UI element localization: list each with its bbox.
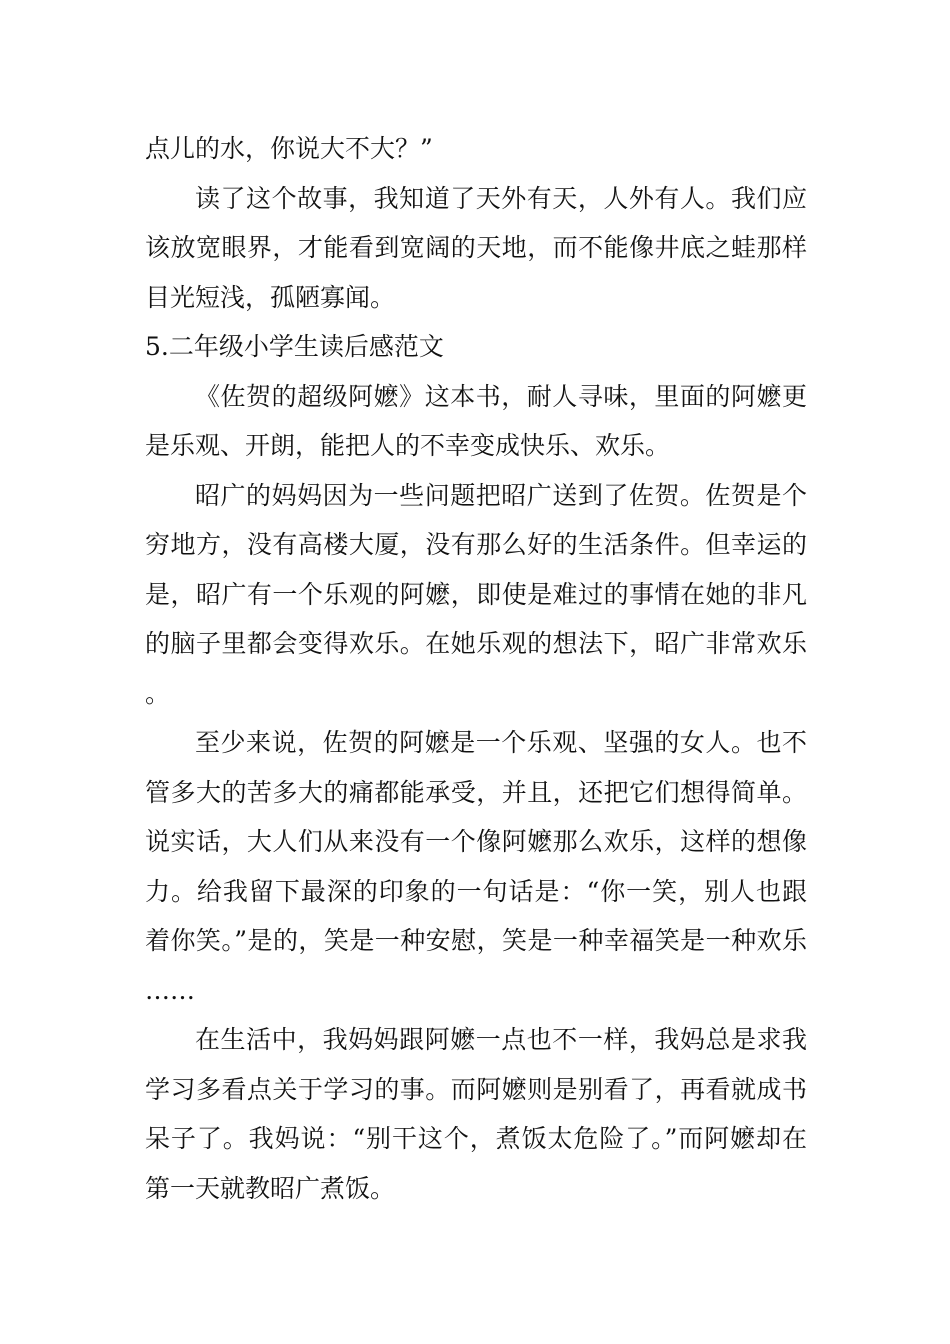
- paragraph-zhaoguang-saga: 昭广的妈妈因为一些问题把昭广送到了佐贺。佐贺是个穷地方，没有高楼大厦，没有那么好的生活条件。但幸运的是，昭广有一个乐观的阿嬷，即使是难过的事情在她的非凡的脑子里都会变得欢乐。在她乐观的想法下，昭广非常欢乐。: [145, 480, 807, 708]
- section-heading-5: 5.二年级小学生读后感范文: [145, 332, 444, 361]
- paragraph-continuation: 点儿的水，你说大不大？”: [145, 134, 433, 163]
- paragraph-story-reflection: 读了这个故事，我知道了天外有天，人外有人。我们应该放宽眼界，才能看到宽阔的天地，而不能像井底之蛙那样目光短浅，孤陋寡闻。: [145, 183, 807, 312]
- document-page: [145, 124, 807, 1213]
- paragraph-life-comparison: 在生活中，我妈妈跟阿嬷一点也不一样，我妈总是求我学习多看点关于学习的事。而阿嬷则是别看了，再看就成书呆子了。我妈说：“别干这个，煮饭太危险了。”而阿嬷却在第一天就教昭广煮饭。: [145, 1025, 807, 1203]
- paragraph-grandma-optimism: 至少来说，佐贺的阿嬷是一个乐观、坚强的女人。也不管多大的苦多大的痛都能承受，并且，还把它们想得简单。说实话，大人们从来没有一个像阿嬷那么欢乐，这样的想像力。给我留下最深的印象的一句话是：“你一笑，别人也跟着你笑。”是的，笑是一种安慰，笑是一种幸福笑是一种欢乐……: [145, 728, 807, 1005]
- paragraph-book-intro: 《佐贺的超级阿嬷》这本书，耐人寻味，里面的阿嬷更是乐观、开朗，能把人的不幸变成快乐、欢乐。: [145, 381, 807, 460]
